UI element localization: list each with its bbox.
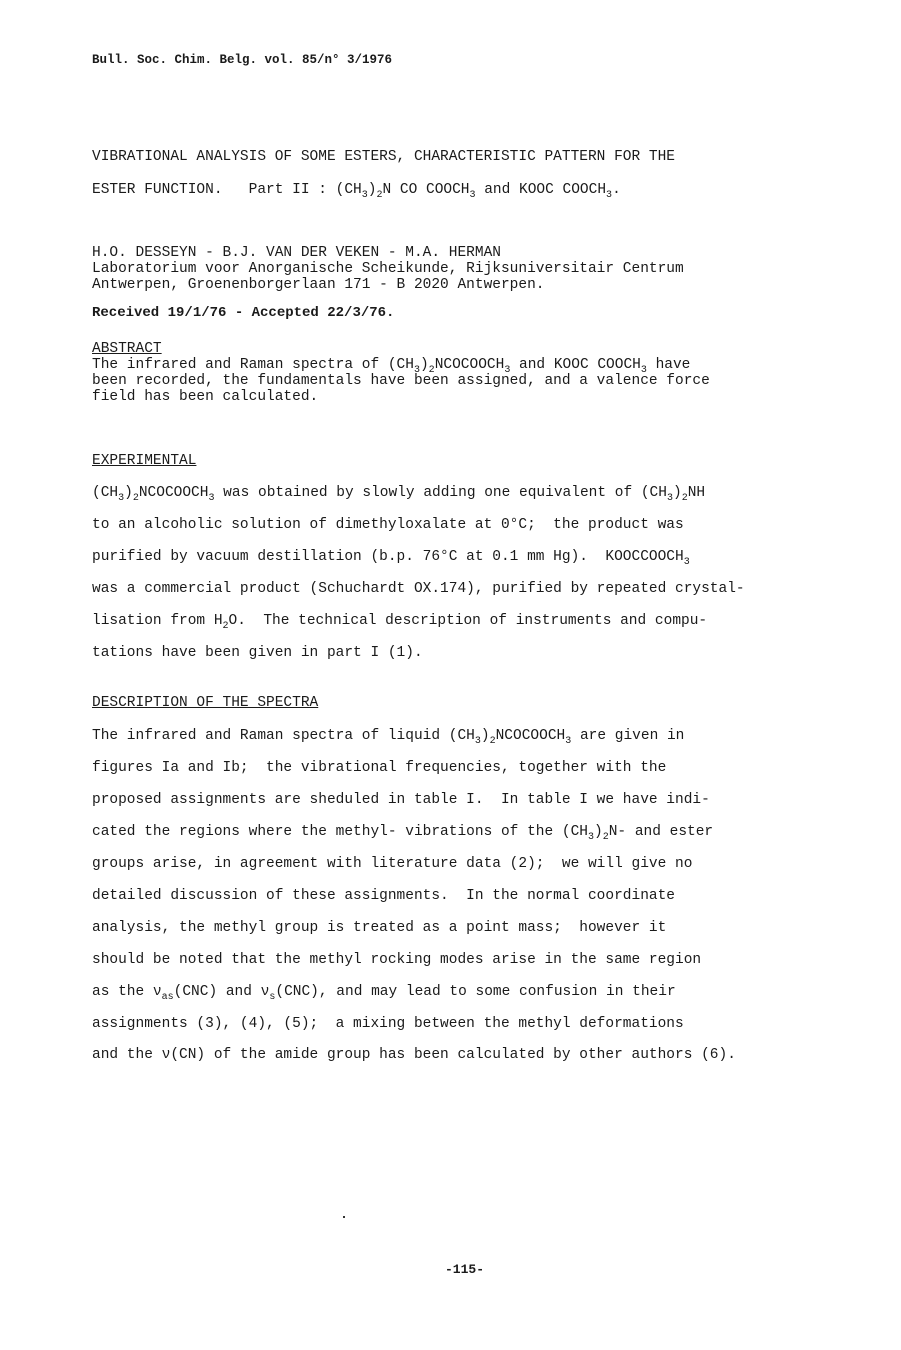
experimental-line-3: purified by vacuum destillation (b.p. 76°C at 0.1 mm Hg). $KOOCCOOCH_3$ — [92, 549, 690, 568]
title-line-1: VIBRATIONAL ANALYSIS OF SOME ESTERS, CHARACTERISTIC PATTERN FOR THE — [92, 149, 675, 165]
description-line-9: as the $\nu_{as}(CNC)$ and $\nu_s(CNC)$, and may lead to some confusion in their — [92, 984, 676, 1003]
description-line-3: proposed assignments are sheduled in table I. In table I we have indi- — [92, 792, 710, 808]
description-heading: DESCRIPTION OF THE SPECTRA — [92, 695, 319, 711]
experimental-line-6: tations have been given in part I (1). — [92, 645, 423, 661]
abstract-line-3: field has been calculated. — [92, 389, 319, 405]
title-line-2: ESTER FUNCTION. Part II : $(CH_3)_2N$ CO $COOCH_3$ and KOOC $COOCH_3$. — [92, 182, 621, 201]
page-number: -115- — [445, 1262, 485, 1277]
description-line-7: analysis, the methyl group is treated as a point mass; however it — [92, 920, 667, 936]
abstract-line-1: The infrared and Raman spectra of $(CH_3)_2NCOCOOCH_3$ and KOOC $COOCH_3$ have — [92, 357, 691, 376]
description-line-11: and the ν(CN) of the amide group has been calculated by other authors (6). — [92, 1047, 736, 1063]
journal-citation: Bull. Soc. Chim. Belg. vol. 85/n° 3/1976 — [92, 53, 393, 67]
experimental-line-5: lisation from $H_2O$. The technical description of instruments and compu- — [92, 613, 708, 632]
experimental-line-1: $(CH_3)_2NCOCOOCH_3$ was obtained by slowly adding one equivalent of $(CH_3)_2NH$ — [92, 485, 706, 504]
experimental-heading: EXPERIMENTAL — [92, 453, 197, 469]
experimental-line-2: to an alcoholic solution of dimethyloxalate at 0°C; the product was — [92, 517, 684, 533]
received-dates: Received 19/1/76 - Accepted 22/3/76. — [92, 305, 395, 321]
description-line-6: detailed discussion of these assignments. In the normal coordinate — [92, 888, 675, 904]
experimental-line-4: was a commercial product (Schuchardt OX.174), purified by repeated crystal- — [92, 581, 745, 597]
stray-mark — [343, 1216, 345, 1218]
abstract-heading: ABSTRACT — [92, 341, 162, 357]
authors: H.O. DESSEYN - B.J. VAN DER VEKEN - M.A. HERMAN — [92, 245, 501, 261]
description-line-5: groups arise, in agreement with literature data (2); we will give no — [92, 856, 693, 872]
description-line-2: figures Ia and Ib; the vibrational frequencies, together with the — [92, 760, 667, 776]
description-line-8: should be noted that the methyl rocking modes arise in the same region — [92, 952, 702, 968]
description-line-1: The infrared and Raman spectra of liquid $(CH_3)_2NCOCOOCH_3$ are given in — [92, 728, 685, 747]
description-line-4: cated the regions where the methyl- vibrations of the $(CH_3)_2N-$ and ester — [92, 824, 714, 843]
affiliation-line-1: Laboratorium voor Anorganische Scheikunde, Rijksuniversitair Centrum — [92, 261, 684, 277]
affiliation-line-2: Antwerpen, Groenenborgerlaan 171 - B 2020 Antwerpen. — [92, 277, 545, 293]
abstract-line-2: been recorded, the fundamentals have been assigned, and a valence force — [92, 373, 710, 389]
description-line-10: assignments (3), (4), (5); a mixing between the methyl deformations — [92, 1016, 684, 1032]
